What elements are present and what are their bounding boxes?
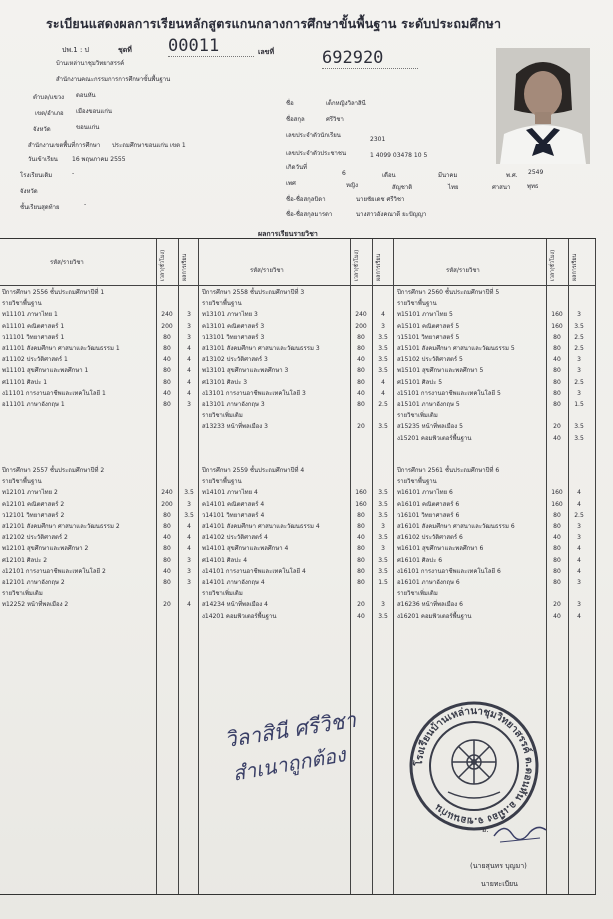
registrar-signature-scribble (490, 818, 550, 848)
subject-hours: 80 (163, 556, 171, 564)
subject-hours: 80 (163, 378, 171, 386)
subject-hours: 80 (163, 579, 171, 586)
sex-value: หญิง (346, 182, 358, 189)
subject-grade: 3.5 (378, 423, 388, 431)
nationality-label: สัญชาติ (392, 184, 413, 191)
subject-hours: 80 (553, 511, 561, 519)
subject-row: ว14101 วิทยาศาสตร์ 4 (202, 511, 265, 519)
subject-hours: 160 (551, 489, 563, 497)
school-seal (408, 700, 540, 832)
subject-row: ว11101 วิทยาศาสตร์ 1 (2, 333, 65, 341)
subject-hours: 80 (357, 333, 365, 341)
subject-grade: 4 (187, 389, 191, 397)
enroll-date-value: 16 พฤษภาคม 2555 (72, 156, 126, 163)
subject-row: ค11101 คณิตศาสตร์ 1 (2, 322, 65, 330)
document-number: 692920 (322, 48, 418, 69)
subject-grade: 2.5 (378, 401, 388, 408)
subject-row: ส12102 ประวัติศาสตร์ 2 (2, 534, 68, 542)
signer-initial: อ. (482, 826, 489, 834)
subject-hours: 40 (357, 534, 365, 542)
subject-row: ง14101 การงานอาชีพและเทคโนโลยี 4 (202, 567, 306, 575)
subject-hours: 40 (357, 389, 365, 397)
subject-grade: 3 (381, 322, 385, 330)
year-heading: ปีการศึกษา 2559 ชั้นประถมศึกษาปีที่ 4 (202, 467, 305, 474)
subject-row: ง15201 คอมพิวเตอร์พื้นฐาน (397, 434, 472, 442)
subject-row: ท14101 ภาษาไทย 4 (202, 489, 258, 497)
subject-hours: 80 (357, 378, 365, 386)
subject-grade: 3 (187, 556, 191, 564)
hours-header-3: เวลา(ชั่วโมง) (550, 249, 556, 281)
subject-hours: 80 (357, 401, 365, 408)
subject-row: ส16101 สังคมศึกษา ศาสนาและวัฒนธรรม 6 (397, 523, 515, 530)
subject-grade: 3 (577, 534, 581, 542)
year-heading: ปีการศึกษา 2556 ชั้นประถมศึกษาปีที่ 1 (2, 289, 105, 296)
subject-grade: 3 (577, 601, 581, 609)
subject-row: ศ15101 ศิลปะ 5 (397, 378, 443, 386)
subject-hours: 80 (553, 567, 561, 575)
mother-label: ชื่อ-ชื่อสกุลมารดา (286, 211, 333, 218)
birth-month: มีนาคม (438, 172, 458, 179)
birth-month-label: เดือน (382, 172, 396, 179)
birth-year: 2549 (528, 169, 544, 176)
citizen-id-value: 1 4099 03478 10 5 (370, 152, 428, 159)
registrar-name: (นายสุนทร บุญมา) (470, 862, 527, 870)
name-label: ชื่อ (286, 100, 294, 107)
year-heading: ปีการศึกษา 2560 ชั้นประถมศึกษาปีที่ 5 (397, 289, 500, 296)
subject-hours: 200 (161, 500, 173, 508)
subject-grade: 3.5 (378, 356, 388, 364)
subject-row: อ15101 ภาษาอังกฤษ 5 (397, 401, 460, 408)
subject-row: ศ13101 ศิลปะ 3 (202, 378, 248, 386)
registrar-title: นายทะเบียน (481, 880, 518, 888)
father-name: นายชัยเดช ศรีวิชา (356, 196, 405, 203)
subject-grade: 3.5 (574, 322, 584, 330)
subject-hours: 80 (163, 511, 171, 519)
subject-grade: 2.5 (574, 345, 584, 352)
subject-grade: 3 (187, 333, 191, 341)
subject-hours: 40 (553, 356, 561, 364)
subject-grade: 3 (187, 567, 191, 575)
surname-label: ชื่อสกุล (286, 116, 305, 123)
subject-grade: 3.5 (378, 511, 388, 519)
subject-grade: 3.5 (378, 500, 388, 508)
birth-year-label: พ.ศ. (506, 172, 518, 179)
subject-hours: 80 (357, 545, 365, 553)
subject-hours: 200 (355, 322, 367, 330)
father-label: ชื่อ-ชื่อสกุลบิดา (286, 196, 326, 203)
province-label: จังหวัด (33, 126, 51, 133)
subject-row: อ16101 ภาษาอังกฤษ 6 (397, 579, 460, 586)
subject-grade: 1.5 (574, 401, 584, 408)
previous-school-dash: - (72, 170, 75, 177)
subject-group-label: รายวิชาพื้นฐาน (397, 300, 437, 308)
area-office-label: สำนักงานเขตพื้นที่การศึกษา (28, 142, 101, 149)
subject-hours: 80 (553, 579, 561, 586)
code-header-1: รหัส/รายวิชา (50, 259, 84, 266)
document-title: ระเบียนแสดงผลการเรียนหลักสูตรแกนกลางการศึกษาขั้นพื้นฐาน ระดับประถมศึกษา (46, 16, 502, 31)
subject-hours: 80 (163, 333, 171, 341)
subject-row: ง14201 คอมพิวเตอร์พื้นฐาน (202, 612, 277, 620)
subject-hours: 80 (357, 567, 365, 575)
subject-row: ท12252 หน้าที่พลเมือง 2 (2, 601, 69, 609)
hours-header-2: เวลา(ชั่วโมง) (354, 249, 360, 281)
year-heading: ปีการศึกษา 2558 ชั้นประถมศึกษาปีที่ 3 (202, 289, 305, 296)
subject-hours: 40 (163, 356, 171, 364)
subject-hours: 20 (357, 423, 365, 431)
school-affiliation: สำนักงานคณะกรรมการการศึกษาขั้นพื้นฐาน (56, 76, 171, 83)
subject-group-label: รายวิชาเพิ่มเติม (202, 412, 243, 420)
subject-hours: 80 (163, 401, 171, 408)
mother-name: นางสาวอังคณาดี ยะปัญญา (356, 211, 427, 218)
subject-row: ว16101 วิทยาศาสตร์ 6 (397, 511, 460, 519)
subject-hours: 160 (551, 311, 563, 319)
subject-grade: 3 (187, 579, 191, 586)
subject-row: อ11101 ภาษาอังกฤษ 1 (2, 401, 65, 408)
subject-grade: 4 (187, 601, 191, 609)
subject-grade: 3.5 (378, 489, 388, 497)
last-class-dash: - (84, 201, 87, 208)
subject-row: ค16101 คณิตศาสตร์ 6 (397, 500, 460, 508)
district-value: เมืองขอนแก่น (76, 108, 112, 115)
subject-row: ท13101 ภาษาไทย 3 (202, 311, 258, 319)
student-id-label: เลขประจำตัวนักเรียน (286, 132, 341, 139)
subject-grade: 3 (187, 311, 191, 319)
subject-grade: 3 (187, 322, 191, 330)
subject-group-label: รายวิชาพื้นฐาน (2, 478, 42, 486)
subject-hours: 80 (553, 367, 561, 375)
subject-group-label: รายวิชาเพิ่มเติม (397, 590, 438, 598)
series-number: 00011 (168, 36, 254, 57)
subject-row: ค15101 คณิตศาสตร์ 5 (397, 322, 460, 330)
subject-grade: 3.5 (378, 333, 388, 341)
subject-grade: 3 (381, 523, 385, 530)
subject-hours: 80 (163, 545, 171, 553)
subject-hours: 80 (163, 523, 171, 530)
subject-hours: 160 (355, 489, 367, 497)
subject-row: ศ11101 ศิลปะ 1 (2, 378, 48, 386)
subject-row: ค12101 คณิตศาสตร์ 2 (2, 500, 65, 508)
subject-row: ส14101 สังคมศึกษา ศาสนาและวัฒนธรรม 4 (202, 523, 320, 530)
province-value: ขอนแก่น (76, 124, 100, 131)
result-header-2: ผลการเรียน (376, 253, 382, 281)
religion-value: พุทธ (527, 183, 539, 190)
code-header-3: รหัส/รายวิชา (446, 267, 480, 274)
subject-hours: 20 (553, 423, 561, 431)
year-heading: ปีการศึกษา 2557 ชั้นประถมศึกษาปีที่ 2 (2, 467, 105, 474)
subject-row: ว13101 วิทยาศาสตร์ 3 (202, 333, 265, 341)
subject-hours: 80 (553, 389, 561, 397)
student-surname: ศรีวิชา (326, 116, 344, 123)
subject-row: พ11101 สุขศึกษาและพลศึกษา 1 (2, 367, 89, 375)
subject-row: ส15235 หน้าที่พลเมือง 5 (397, 423, 463, 431)
subject-hours: 80 (357, 579, 365, 586)
subject-group-label: รายวิชาเพิ่มเติม (397, 412, 438, 420)
sex-label: เพศ (286, 180, 296, 187)
subject-hours: 160 (551, 322, 563, 330)
subject-grade: 3 (187, 500, 191, 508)
subject-grade: 4 (187, 534, 191, 542)
number-label: เลขที่ (258, 48, 275, 56)
subject-row: ท16101 ภาษาไทย 6 (397, 489, 453, 497)
subject-hours: 240 (355, 311, 367, 319)
subject-hours: 80 (357, 556, 365, 564)
subject-row: ท15101 ภาษาไทย 5 (397, 311, 453, 319)
subject-grade: 3 (381, 601, 385, 609)
subject-grade: 4 (577, 567, 581, 575)
svg-text:โรงเรียนบ้านเหล่านาชุมวิทยาสรร: โรงเรียนบ้านเหล่านาชุมวิทยาสรรค์ ต.ดอนหัน อ.เมือง จ.ขอนแก่น (413, 705, 535, 827)
subject-hours: 40 (553, 612, 561, 620)
subject-row: พ12101 สุขศึกษาและพลศึกษา 2 (2, 545, 89, 553)
subject-grade: 4 (187, 345, 191, 352)
subject-group-label: รายวิชาพื้นฐาน (2, 300, 42, 308)
subject-grade: 3.5 (574, 423, 584, 431)
subject-row: ง16201 คอมพิวเตอร์พื้นฐาน (397, 612, 472, 620)
subject-row: พ15101 สุขศึกษาและพลศึกษา 5 (397, 367, 484, 375)
subject-row: ส15101 สังคมศึกษา ศาสนาและวัฒนธรรม 5 (397, 345, 515, 352)
subject-row: ว15101 วิทยาศาสตร์ 5 (397, 333, 460, 341)
subdistrict-value: ดอนหัน (76, 92, 96, 99)
subject-grade: 3 (577, 367, 581, 375)
result-header-3: ผลการเรียน (572, 253, 578, 281)
result-header-1: ผลการเรียน (182, 253, 188, 281)
subject-grade: 3.5 (378, 556, 388, 564)
subject-row: ส13233 หน้าที่พลเมือง 3 (202, 423, 268, 431)
subject-hours: 40 (357, 612, 365, 620)
subject-hours: 20 (553, 601, 561, 609)
handwritten-name: วิลาสินี ศรีวิชา (222, 707, 358, 753)
subject-hours: 80 (357, 523, 365, 530)
subject-hours: 80 (357, 367, 365, 375)
subject-hours: 80 (553, 523, 561, 530)
subject-grade: 3.5 (378, 567, 388, 575)
subject-row: ง11101 การงานอาชีพและเทคโนโลยี 1 (2, 389, 106, 397)
subject-row: ง15101 การงานอาชีพและเทคโนโลยี 5 (397, 389, 501, 397)
subject-grade: 3.5 (184, 511, 194, 519)
subject-row: อ12101 ภาษาอังกฤษ 2 (2, 579, 65, 586)
subject-row: ส15102 ประวัติศาสตร์ 5 (397, 356, 463, 364)
subject-grade: 3.5 (184, 489, 194, 497)
citizen-id-label: เลขประจำตัวประชาชน (286, 150, 347, 157)
subject-hours: 80 (553, 378, 561, 386)
enroll-date-label: วันเข้าเรียน (28, 156, 58, 163)
subject-grade: 4 (577, 612, 581, 620)
header-divider (0, 285, 596, 286)
last-class-label: ชั้นเรียนสุดท้าย (20, 204, 60, 211)
subject-hours: 40 (163, 534, 171, 542)
subject-hours: 80 (163, 367, 171, 375)
school-name: บ้านเหล่านาชุมวิทยาสรรค์ (56, 60, 125, 67)
subject-hours: 80 (553, 333, 561, 341)
subject-grade: 3 (577, 311, 581, 319)
subject-row: ศ14101 ศิลปะ 4 (202, 556, 248, 564)
student-id-value: 2301 (370, 136, 386, 143)
subject-row: ส14234 หน้าที่พลเมือง 4 (202, 601, 268, 609)
subject-row: ส14102 ประวัติศาสตร์ 4 (202, 534, 268, 542)
subject-hours: 240 (161, 311, 173, 319)
subject-grade: 4 (187, 523, 191, 530)
previous-province-label: จังหวัด (20, 188, 38, 195)
subject-row: ส12101 สังคมศึกษา ศาสนาและวัฒนธรรม 2 (2, 523, 120, 530)
subject-row: ง13101 การงานอาชีพและเทคโนโลยี 3 (202, 389, 306, 397)
subject-row: ส16236 หน้าที่พลเมือง 6 (397, 601, 463, 609)
birth-day: 6 (342, 170, 346, 177)
subject-grade: 3 (577, 389, 581, 397)
subject-hours: 80 (357, 345, 365, 352)
subject-hours: 80 (163, 345, 171, 352)
subject-row: อ14101 ภาษาอังกฤษ 4 (202, 579, 265, 586)
subject-row: พ16101 สุขศึกษาและพลศึกษา 6 (397, 545, 484, 553)
subject-row: ส11102 ประวัติศาสตร์ 1 (2, 356, 68, 364)
handwritten-certified-copy: สำเนาถูกต้อง (230, 742, 348, 786)
subject-row: ส11101 สังคมศึกษา ศาสนาและวัฒนธรรม 1 (2, 345, 120, 352)
form-code: ปพ.1 : ป (62, 46, 89, 54)
subject-grade: 2.5 (574, 378, 584, 386)
subject-grade: 4 (187, 356, 191, 364)
subject-hours: 80 (553, 401, 561, 408)
subject-row: ท12101 ภาษาไทย 2 (2, 489, 58, 497)
subject-row: อ13101 ภาษาอังกฤษ 3 (202, 401, 265, 408)
subject-row: ศ12101 ศิลปะ 2 (2, 556, 48, 564)
subject-grade: 3.5 (378, 367, 388, 375)
subject-hours: 240 (161, 489, 173, 497)
birth-label: เกิดวันที่ (286, 164, 308, 171)
subject-grade: 4 (187, 378, 191, 386)
subject-hours: 40 (357, 356, 365, 364)
subject-grade: 4 (577, 545, 581, 553)
student-photo (496, 48, 590, 164)
subject-grade: 3 (577, 523, 581, 530)
subject-grade: 3.5 (378, 612, 388, 620)
subject-grade: 3.5 (378, 345, 388, 352)
subject-grade: 3 (577, 356, 581, 364)
subject-grade: 4 (577, 500, 581, 508)
subject-grade: 3.5 (574, 434, 584, 442)
district-label: เขต/อำเภอ (35, 110, 64, 117)
subject-group-label: รายวิชาพื้นฐาน (397, 478, 437, 486)
area-office-value: ประถมศึกษาขอนแก่น เขต 1 (112, 142, 186, 149)
subject-row: พ13101 สุขศึกษาและพลศึกษา 3 (202, 367, 289, 375)
subject-hours: 80 (553, 556, 561, 564)
subject-hours: 80 (357, 511, 365, 519)
subject-hours: 80 (553, 345, 561, 352)
student-name: เด็กหญิงวิลาสินี (326, 100, 366, 107)
subject-grade: 3 (381, 545, 385, 553)
previous-school-label: โรงเรียนเดิม (20, 172, 53, 179)
subject-hours: 80 (553, 545, 561, 553)
subject-grade: 4 (381, 378, 385, 386)
subject-grade: 4 (381, 389, 385, 397)
grades-section-title: ผลการเรียนรายวิชา (258, 230, 318, 238)
subject-hours: 160 (551, 500, 563, 508)
subject-grade: 1.5 (378, 579, 388, 586)
hours-header-1: เวลา(ชั่วโมง) (160, 249, 166, 281)
subject-grade: 4 (381, 311, 385, 319)
year-heading: ปีการศึกษา 2561 ชั้นประถมศึกษาปีที่ 6 (397, 467, 500, 474)
subject-row: ส13102 ประวัติศาสตร์ 3 (202, 356, 268, 364)
subject-group-label: รายวิชาพื้นฐาน (202, 478, 242, 486)
subdistrict-label: ตำบล/แขวง (33, 94, 65, 101)
subject-row: ค14101 คณิตศาสตร์ 4 (202, 500, 265, 508)
subject-grade: 4 (187, 367, 191, 375)
subject-group-label: รายวิชาเพิ่มเติม (202, 590, 243, 598)
subject-row: ส16102 ประวัติศาสตร์ 6 (397, 534, 463, 542)
subject-row: ค13101 คณิตศาสตร์ 3 (202, 322, 265, 330)
subject-hours: 40 (553, 434, 561, 442)
religion-label: ศาสนา (492, 184, 511, 191)
subject-row: ง12101 การงานอาชีพและเทคโนโลยี 2 (2, 567, 106, 575)
series-label: ชุดที่ (118, 46, 132, 54)
subject-grade: 2.5 (574, 333, 584, 341)
subject-row: ท11101 ภาษาไทย 1 (2, 311, 58, 319)
subject-hours: 40 (553, 534, 561, 542)
subject-grade: 3 (577, 579, 581, 586)
subject-hours: 20 (163, 601, 171, 609)
subject-grade: 3.5 (378, 534, 388, 542)
subject-grade: 4 (577, 489, 581, 497)
subject-row: พ14101 สุขศึกษาและพลศึกษา 4 (202, 545, 289, 553)
subject-hours: 160 (355, 500, 367, 508)
subject-hours: 40 (163, 567, 171, 575)
subject-grade: 4 (577, 556, 581, 564)
subject-hours: 20 (357, 601, 365, 609)
subject-row: ศ16101 ศิลปะ 6 (397, 556, 443, 564)
subject-grade: 2.5 (574, 511, 584, 519)
subject-row: ว12101 วิทยาศาสตร์ 2 (2, 511, 65, 519)
subject-hours: 40 (163, 389, 171, 397)
subject-hours: 200 (161, 322, 173, 330)
subject-row: ง16101 การงานอาชีพและเทคโนโลยี 6 (397, 567, 501, 575)
subject-row: ส13101 สังคมศึกษา ศาสนาและวัฒนธรรม 3 (202, 345, 320, 352)
subject-group-label: รายวิชาเพิ่มเติม (2, 590, 43, 598)
subject-grade: 3 (187, 401, 191, 408)
nationality-value: ไทย (448, 184, 459, 191)
subject-group-label: รายวิชาพื้นฐาน (202, 300, 242, 308)
code-header-2: รหัส/รายวิชา (250, 267, 284, 274)
subject-grade: 4 (187, 545, 191, 553)
